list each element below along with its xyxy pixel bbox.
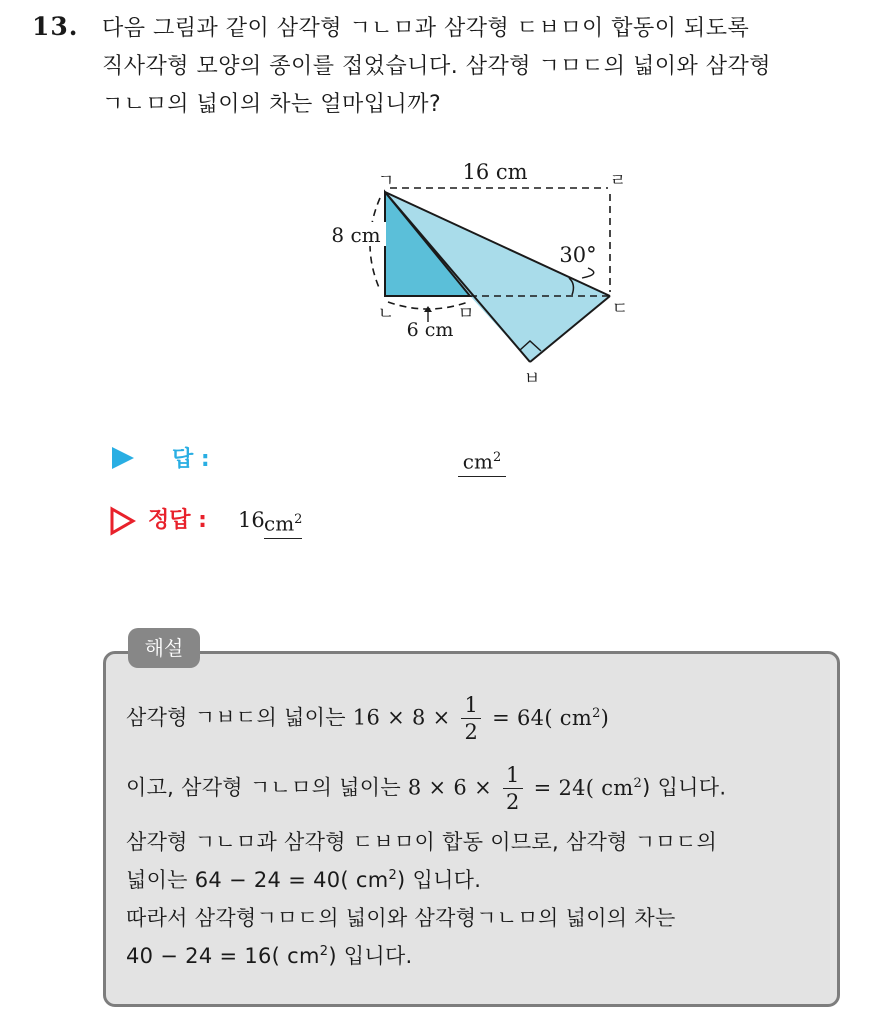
correct-answer-unit (264, 508, 302, 539)
solution-result (527, 776, 643, 800)
angle-pointer (582, 268, 594, 278)
solution-result (485, 706, 609, 730)
question-text (102, 10, 872, 124)
vertex-r: ㄹ (609, 171, 627, 191)
solution-result-text: = 64( cm (485, 705, 593, 730)
solution-text: 삼각형 ㄱㅂㄷ의 넓이는 (126, 705, 353, 730)
correct-unit-text: cm (264, 511, 295, 536)
vertex-b: ㅂ (523, 369, 541, 389)
solution-line-5: 따라서 삼각형ㄱㅁㄷ의 넓이와 삼각형ㄱㄴㅁ의 넓이의 차는 (126, 906, 676, 930)
solution-end: ) (600, 705, 610, 730)
label-angle: 30° (559, 243, 597, 267)
solution-line-6 (126, 940, 413, 970)
answer-row (108, 440, 528, 480)
unit-power: 2 (319, 944, 329, 959)
solution-expr: 16 × 8 × (352, 705, 458, 730)
correct-answer-label: 정답 : (148, 508, 207, 533)
solution-end: ) 입니다. (397, 868, 482, 892)
answer-label: 답 : (172, 447, 210, 472)
play-arrow-icon (108, 444, 136, 472)
fraction-numerator: 1 (461, 692, 481, 719)
question-line: ㄱㄴㅁ의 넓이의 차는 얼마입니까? (102, 92, 442, 117)
fraction-numerator: 1 (503, 762, 523, 789)
question-line: 다음 그림과 같이 삼각형 ㄱㄴㅁ과 삼각형 ㄷㅂㅁ이 합동이 되도록 (102, 16, 750, 41)
answer-blank[interactable] (458, 446, 506, 477)
solution-result-text: = 24( cm (526, 775, 634, 800)
question-number: 13. (32, 12, 79, 41)
label-bottom: 6 cm (406, 319, 454, 341)
solution-end: ) 입니다. (642, 775, 727, 800)
solution-text: 40 − 24 = 16( cm (126, 944, 320, 968)
unit-power: 2 (388, 868, 398, 883)
answer-unit-power: 2 (492, 450, 502, 465)
triangle-d-b-m (470, 296, 610, 362)
unit-power: 2 (592, 705, 601, 721)
correct-answer-value: 16 (238, 508, 265, 532)
correct-answer-row (108, 503, 528, 543)
fraction-denominator: 2 (505, 790, 520, 814)
label-left: 8 cm (331, 223, 381, 247)
fraction-denominator: 2 (464, 720, 479, 744)
vertex-n: ㄴ (377, 304, 395, 324)
unit-power: 2 (633, 775, 643, 791)
fraction (461, 692, 481, 745)
fraction (503, 762, 523, 815)
correct-unit-power: 2 (294, 512, 303, 527)
answer-unit: cm (462, 449, 493, 474)
label-top: 16 cm (462, 160, 528, 184)
vertex-m: ㅁ (457, 304, 475, 324)
question-line: 직사각형 모양의 종이를 접었습니다. 삼각형 ㄱㅁㄷ의 넓이와 삼각형 (102, 54, 772, 79)
outline-arrow-icon (108, 506, 136, 536)
solution-expr: 8 × 6 × (407, 775, 499, 800)
vertex-g: ㄱ (377, 171, 395, 191)
solution-text: 이고, 삼각형 ㄱㄴㅁ의 넓이는 (126, 775, 408, 800)
folded-rectangle-figure (320, 150, 640, 390)
solution-line-2 (126, 762, 726, 815)
solution-line-4 (126, 864, 481, 894)
solution-line-1 (126, 692, 609, 745)
solution-text: 넓이는 64 − 24 = 40( cm (126, 868, 389, 892)
solution-end: ) 입니다. (328, 944, 413, 968)
vertex-d: ㄷ (611, 299, 629, 319)
solution-line-3: 삼각형 ㄱㄴㅁ과 삼각형 ㄷㅂㅁ이 합동 이므로, 삼각형 ㄱㅁㄷ의 (126, 830, 718, 854)
solution-tab: 해설 (128, 628, 200, 668)
